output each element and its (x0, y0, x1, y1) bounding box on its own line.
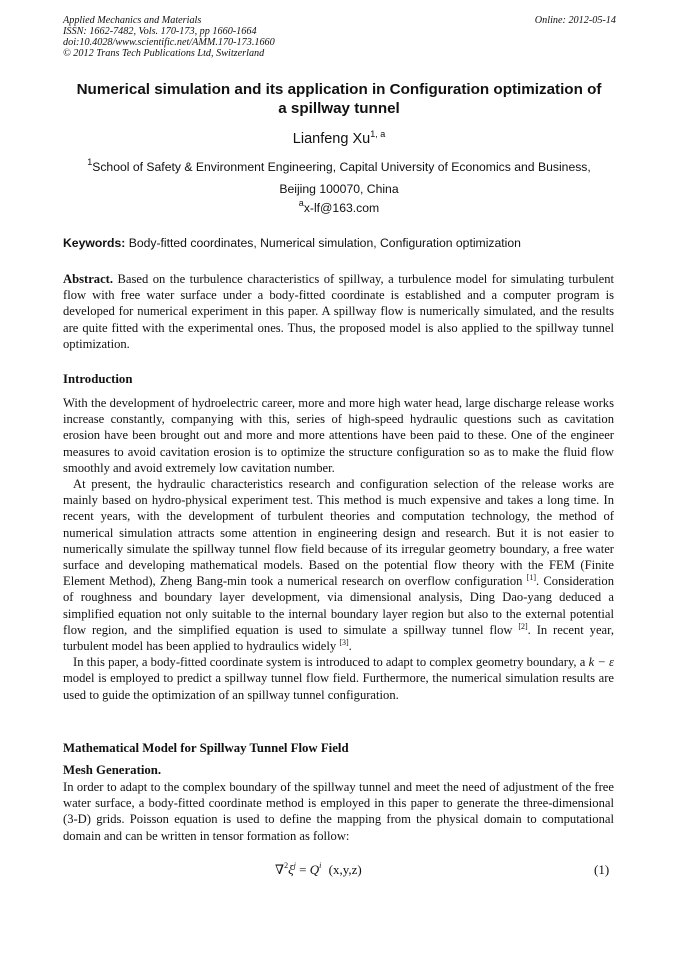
email-text: x-lf@163.com (303, 201, 380, 215)
equation-arguments: (x,y,z) (328, 862, 362, 877)
equals-sign: = (299, 862, 307, 877)
affiliation-line-2: Beijing 100070, China (279, 182, 399, 196)
nabla-power: 2 (284, 861, 289, 870)
q-symbol: Q (309, 862, 320, 877)
journal-name: Applied Mechanics and Materials (63, 15, 202, 26)
email-superscript: a (298, 198, 304, 208)
title-line-1: Numerical simulation and its application in Configuration optimization of (76, 81, 602, 98)
intro-p2-part-d: . (348, 639, 352, 654)
mesh-generation-heading: Mesh Generation. (63, 763, 162, 777)
equation-number: (1) (594, 862, 610, 877)
citation-2: [2] (518, 621, 528, 631)
paper-title (55, 80, 623, 118)
intro-p2-part-a: At present, the hydraulic characteristics research and configuration selection of the release works are mainly based on hydro-physical experiment test. This method is much expensive and takes a long time. In recent years, with the development of turbulent theories and computation technology, the method of numerical simulation attracts some attention in engineering design and research. But it is not easier to numerically simulate the spillway tunnel flow field because of its irregular geometry boundary, a free water surface and developing mathematical models. Based on the potential flow theory with the FEM (Finite Element Method), Zheng Bang-min took a numerical research on overflow configuration (63, 477, 614, 589)
citation-1: [1] (526, 573, 536, 583)
intro-p3-part-a: In this paper, a body-fitted coordinate system is introduced to adapt to complex geometry boundary, a (73, 655, 586, 670)
intro-paragraph-1: With the development of hydroelectric career, more and more high water head, large discharge release works increase constantly, companying with this, series of high-speed hydraulic questions such as cavitation erosion have been brought out and more and more attentions have been paid to these. One of the engineer measures to avoid cavitation erosion is to optimize the structure configuration so as to make the fluid flow smoothly and avoid extremely low cavitation number. (63, 396, 614, 475)
author-email (0, 198, 678, 215)
intro-paragraph-2 (63, 476, 614, 654)
journal-header (63, 15, 616, 59)
affiliation-line-1: School of Safety & Environment Engineering, Capital University of Economics and Business, (92, 160, 591, 174)
k-epsilon-model: k − ε (588, 655, 614, 670)
title-line-2: a spillway tunnel (278, 100, 400, 117)
keywords-text: Body-fitted coordinates, Numerical simulation, Configuration optimization (128, 236, 521, 250)
intro-p2-part-c: . In recent year, turbulent model has been applied to hydraulics widely (63, 622, 614, 654)
online-date: Online: 2012-05-14 (534, 15, 616, 26)
author-name: Lianfeng Xu (292, 131, 371, 147)
mesh-generation-body (63, 779, 614, 844)
citation-3: [3] (339, 638, 349, 648)
affiliation (60, 156, 618, 200)
copyright-line: © 2012 Trans Tech Publications Ltd, Switzerland (63, 48, 265, 59)
author-superscript: 1, a (370, 129, 386, 139)
author (0, 131, 678, 147)
abstract-text: Based on the turbulence characteristics of spillway, a turbulence model for simulating turbulent flow with free water surface under a body-fitted coordinate is established and a computer program is developed for numerical experiment in this paper. A spillway flow is numerically simulated, and the results are quite fitted with the experimental ones. Thus, the proposed model is also applied to the spillway tunnel optimization. (63, 272, 614, 351)
intro-p2-part-b: . Consideration of roughness and boundary layer development, via dimensional analysis, Ding Dao-yang deduced a simplified equation not only suitable to the internal boundary layer region but also to the external potential flow region, and the simplified equation is used to simulate a spillway tunnel flow (63, 574, 615, 637)
keywords-label: Keywords: (63, 236, 126, 250)
q-index: i (319, 861, 322, 870)
xi-symbol: ξ (288, 862, 294, 877)
equation-1 (275, 862, 362, 878)
math-model-heading: Mathematical Model for Spillway Tunnel Flow Field (63, 741, 349, 755)
issn-line: ISSN: 1662-7482, Vols. 170-173, pp 1660-1664 (63, 26, 257, 37)
doi-line: doi:10.4028/www.scientific.net/AMM.170-173.1660 (63, 37, 275, 48)
keywords (63, 236, 623, 250)
introduction-body (63, 395, 614, 703)
abstract (63, 271, 614, 352)
xi-index: j (293, 861, 296, 870)
introduction-heading: Introduction (63, 372, 133, 386)
intro-paragraph-3 (63, 654, 614, 703)
affiliation-superscript: 1 (87, 157, 93, 167)
intro-p3-part-b: model is employed to predict a spillway tunnel flow field. Furthermore, the numerical simulation results are used to guide the optimization of an spillway tunnel configuration. (63, 671, 614, 702)
abstract-label: Abstract. (63, 272, 114, 286)
mesh-paragraph-1: In order to adapt to the complex boundary of the spillway tunnel and meet the need of adjustment of the free water surface, a body-fitted coordinate method is employed in this paper to generate the three-dimensional (3-D) grids. Poisson equation is used to define the mapping from the physical domain to computational domain and can be written in tensor formation as follow: (63, 780, 614, 843)
nabla-operator: ∇ (275, 862, 285, 877)
